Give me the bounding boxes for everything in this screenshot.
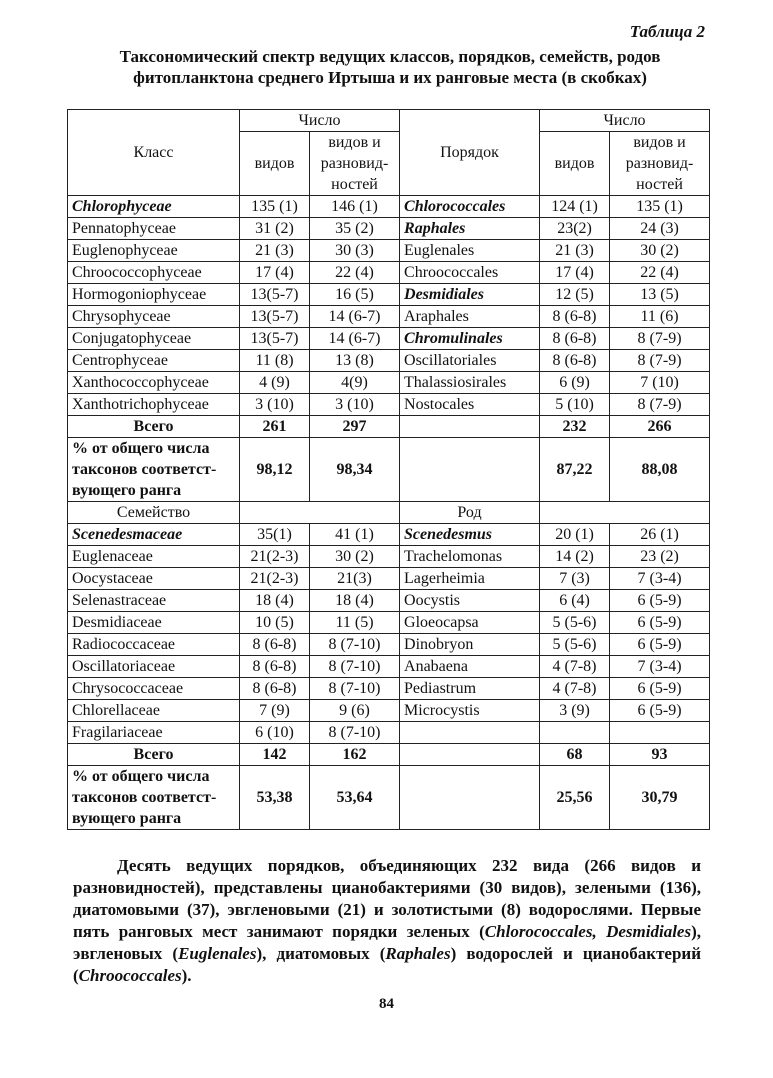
table-row xyxy=(68,524,710,546)
percent-label: % от общего числа таксонов соответст-вующего ранга xyxy=(68,438,240,502)
percent-class-species: 98,12 xyxy=(240,438,310,502)
family-species-cell: 8 (6-8) xyxy=(240,678,310,700)
class-name-cell: Pennatophyceae xyxy=(68,218,240,240)
header-species-varieties-right: видов и разновид-ностей xyxy=(610,132,710,196)
genus-name-cell: Lagerheimia xyxy=(400,568,540,590)
table-row xyxy=(68,328,710,350)
order-name-cell: Oscillatoriales xyxy=(400,350,540,372)
class-name-cell: Hormogoniophyceae xyxy=(68,284,240,306)
genus-name-cell: Trachelomonas xyxy=(400,546,540,568)
class-name-cell: Chlorophyceae xyxy=(68,196,240,218)
table-row xyxy=(68,284,710,306)
order-species-cell: 12 (5) xyxy=(540,284,610,306)
family-varieties-cell: 21(3) xyxy=(310,568,400,590)
header-class: Класс xyxy=(68,110,240,196)
paragraph-italic: Chroococcales xyxy=(78,966,182,985)
percent-row xyxy=(68,766,710,830)
header-species-right: видов xyxy=(540,132,610,196)
genus-varieties-cell: 7 (3-4) xyxy=(610,656,710,678)
genus-varieties-cell xyxy=(610,722,710,744)
percent-order-species: 87,22 xyxy=(540,438,610,502)
class-varieties-cell: 22 (4) xyxy=(310,262,400,284)
total-family-varieties: 162 xyxy=(310,744,400,766)
family-species-cell: 8 (6-8) xyxy=(240,634,310,656)
class-species-cell: 21 (3) xyxy=(240,240,310,262)
class-varieties-cell: 35 (2) xyxy=(310,218,400,240)
order-varieties-cell: 13 (5) xyxy=(610,284,710,306)
class-species-cell: 3 (10) xyxy=(240,394,310,416)
paragraph-text: ). xyxy=(181,966,192,985)
family-varieties-cell: 41 (1) xyxy=(310,524,400,546)
order-varieties-cell: 22 (4) xyxy=(610,262,710,284)
order-name-cell: Thalassiosirales xyxy=(400,372,540,394)
order-species-cell: 8 (6-8) xyxy=(540,328,610,350)
table-row xyxy=(68,700,710,722)
table-row xyxy=(68,634,710,656)
class-name-cell: Chrysophyceae xyxy=(68,306,240,328)
order-varieties-cell: 7 (10) xyxy=(610,372,710,394)
table-row xyxy=(68,372,710,394)
order-name-cell: Chromulinales xyxy=(400,328,540,350)
paragraph-text: ), диатомовых ( xyxy=(256,944,386,963)
class-species-cell: 17 (4) xyxy=(240,262,310,284)
genus-species-cell: 20 (1) xyxy=(540,524,610,546)
order-name-cell: Araphales xyxy=(400,306,540,328)
class-varieties-cell: 30 (3) xyxy=(310,240,400,262)
percent-row xyxy=(68,438,710,502)
family-species-cell: 7 (9) xyxy=(240,700,310,722)
class-varieties-cell: 146 (1) xyxy=(310,196,400,218)
paragraph-text: ) водорослей и цианобактерий ( xyxy=(73,944,702,985)
family-name-cell: Desmidiaceae xyxy=(68,612,240,634)
header-species-left: видов xyxy=(240,132,310,196)
table-row xyxy=(68,240,710,262)
genus-varieties-cell: 6 (5-9) xyxy=(610,612,710,634)
genus-species-cell: 3 (9) xyxy=(540,700,610,722)
family-varieties-cell: 8 (7-10) xyxy=(310,678,400,700)
genus-species-cell: 7 (3) xyxy=(540,568,610,590)
empty-cell xyxy=(400,766,540,830)
total-class-species: 261 xyxy=(240,416,310,438)
family-name-cell: Selenastraceae xyxy=(68,590,240,612)
class-name-cell: Chroococcophyceae xyxy=(68,262,240,284)
percent-label: % от общего числа таксонов соответст-вующего ранга xyxy=(68,766,240,830)
order-varieties-cell: 8 (7-9) xyxy=(610,350,710,372)
genus-species-cell: 14 (2) xyxy=(540,546,610,568)
genus-varieties-cell: 6 (5-9) xyxy=(610,590,710,612)
total-label: Всего xyxy=(68,416,240,438)
table-row xyxy=(68,568,710,590)
empty-cell xyxy=(400,744,540,766)
order-name-cell: Raphales xyxy=(400,218,540,240)
class-varieties-cell: 4(9) xyxy=(310,372,400,394)
class-name-cell: Centrophyceae xyxy=(68,350,240,372)
table-row xyxy=(68,590,710,612)
header-genus: Род xyxy=(400,502,540,524)
class-species-cell: 13(5-7) xyxy=(240,328,310,350)
family-name-cell: Chlorellaceae xyxy=(68,700,240,722)
total-row xyxy=(68,744,710,766)
class-species-cell: 13(5-7) xyxy=(240,284,310,306)
family-varieties-cell: 9 (6) xyxy=(310,700,400,722)
order-varieties-cell: 11 (6) xyxy=(610,306,710,328)
empty-cell xyxy=(240,502,400,524)
genus-varieties-cell: 23 (2) xyxy=(610,546,710,568)
paragraph-italic: Raphales xyxy=(385,944,451,963)
order-varieties-cell: 8 (7-9) xyxy=(610,328,710,350)
order-varieties-cell: 8 (7-9) xyxy=(610,394,710,416)
page-number: 84 xyxy=(379,996,394,1012)
taxonomy-table xyxy=(67,109,710,830)
empty-cell xyxy=(400,438,540,502)
family-name-cell: Scenedesmaceae xyxy=(68,524,240,546)
order-species-cell: 8 (6-8) xyxy=(540,306,610,328)
genus-name-cell: Dinobryon xyxy=(400,634,540,656)
table-row xyxy=(68,612,710,634)
table-row xyxy=(68,678,710,700)
family-name-cell: Oscillatoriaceae xyxy=(68,656,240,678)
paragraph-italic: Chlorococcales, Desmidiales xyxy=(484,922,692,941)
total-class-varieties: 297 xyxy=(310,416,400,438)
class-varieties-cell: 13 (8) xyxy=(310,350,400,372)
family-varieties-cell: 8 (7-10) xyxy=(310,722,400,744)
family-species-cell: 21(2-3) xyxy=(240,546,310,568)
family-species-cell: 35(1) xyxy=(240,524,310,546)
order-species-cell: 124 (1) xyxy=(540,196,610,218)
order-species-cell: 23(2) xyxy=(540,218,610,240)
genus-species-cell: 4 (7-8) xyxy=(540,656,610,678)
order-name-cell: Nostocales xyxy=(400,394,540,416)
class-species-cell: 13(5-7) xyxy=(240,306,310,328)
class-species-cell: 4 (9) xyxy=(240,372,310,394)
class-species-cell: 11 (8) xyxy=(240,350,310,372)
order-varieties-cell: 24 (3) xyxy=(610,218,710,240)
family-varieties-cell: 8 (7-10) xyxy=(310,656,400,678)
genus-species-cell: 5 (5-6) xyxy=(540,612,610,634)
table-row xyxy=(68,196,710,218)
family-name-cell: Chrysococcaceae xyxy=(68,678,240,700)
total-family-species: 142 xyxy=(240,744,310,766)
class-species-cell: 31 (2) xyxy=(240,218,310,240)
genus-varieties-cell: 6 (5-9) xyxy=(610,700,710,722)
header-family: Семейство xyxy=(68,502,240,524)
class-name-cell: Conjugatophyceae xyxy=(68,328,240,350)
order-varieties-cell: 135 (1) xyxy=(610,196,710,218)
genus-species-cell xyxy=(540,722,610,744)
body-paragraph xyxy=(73,855,701,987)
total-genus-varieties: 93 xyxy=(610,744,710,766)
header-species-varieties-left: видов и разновид-ностей xyxy=(310,132,400,196)
total-order-varieties: 266 xyxy=(610,416,710,438)
class-varieties-cell: 3 (10) xyxy=(310,394,400,416)
order-name-cell: Chroococcales xyxy=(400,262,540,284)
section-header-row xyxy=(68,502,710,524)
family-species-cell: 21(2-3) xyxy=(240,568,310,590)
paragraph-italic: Euglenales xyxy=(178,944,257,963)
empty-cell xyxy=(400,416,540,438)
percent-genus-varieties: 30,79 xyxy=(610,766,710,830)
family-varieties-cell: 30 (2) xyxy=(310,546,400,568)
order-varieties-cell: 30 (2) xyxy=(610,240,710,262)
genus-name-cell xyxy=(400,722,540,744)
family-species-cell: 6 (10) xyxy=(240,722,310,744)
table-row xyxy=(68,546,710,568)
percent-family-varieties: 53,64 xyxy=(310,766,400,830)
family-varieties-cell: 8 (7-10) xyxy=(310,634,400,656)
table-row xyxy=(68,394,710,416)
order-name-cell: Chlorococcales xyxy=(400,196,540,218)
genus-varieties-cell: 6 (5-9) xyxy=(610,634,710,656)
table-row xyxy=(68,350,710,372)
total-label: Всего xyxy=(68,744,240,766)
percent-class-varieties: 98,34 xyxy=(310,438,400,502)
paragraph-text: Десять ведущих порядков, объединяющих 232 вида (266 видов и разновидностей), представлены цианобактериями (30 видов), зелеными (136), диатомовыми (37), эвгленовыми (21) и золотистыми (8) водорослями. Первые пять ранговых мест занимают порядки зеленых ( xyxy=(73,856,701,941)
class-species-cell: 135 (1) xyxy=(240,196,310,218)
paragraph-text: ), эвгленовых ( xyxy=(73,922,701,963)
order-species-cell: 8 (6-8) xyxy=(540,350,610,372)
class-varieties-cell: 14 (6-7) xyxy=(310,328,400,350)
genus-species-cell: 5 (5-6) xyxy=(540,634,610,656)
table-number: Таблица 2 xyxy=(629,22,705,41)
order-name-cell: Desmidiales xyxy=(400,284,540,306)
table-row xyxy=(68,722,710,744)
genus-name-cell: Scenedesmus xyxy=(400,524,540,546)
empty-cell xyxy=(540,502,710,524)
family-name-cell: Oocystaceae xyxy=(68,568,240,590)
family-varieties-cell: 11 (5) xyxy=(310,612,400,634)
class-name-cell: Xanthotrichophyceae xyxy=(68,394,240,416)
class-name-cell: Xanthococcophyceae xyxy=(68,372,240,394)
table-row xyxy=(68,306,710,328)
family-species-cell: 8 (6-8) xyxy=(240,656,310,678)
order-species-cell: 6 (9) xyxy=(540,372,610,394)
header-order: Порядок xyxy=(400,110,540,196)
class-varieties-cell: 16 (5) xyxy=(310,284,400,306)
class-name-cell: Euglenophyceae xyxy=(68,240,240,262)
table-row xyxy=(68,218,710,240)
table-caption: Таксономический спектр ведущих классов, порядков, семейств, родов фитопланктона среднего Иртыша и их ранговые места (в скобках) xyxy=(119,47,661,87)
order-name-cell: Euglenales xyxy=(400,240,540,262)
genus-varieties-cell: 26 (1) xyxy=(610,524,710,546)
family-name-cell: Fragilariaceae xyxy=(68,722,240,744)
genus-species-cell: 4 (7-8) xyxy=(540,678,610,700)
genus-species-cell: 6 (4) xyxy=(540,590,610,612)
genus-name-cell: Anabaena xyxy=(400,656,540,678)
family-varieties-cell: 18 (4) xyxy=(310,590,400,612)
header-count-left: Число xyxy=(240,110,400,132)
genus-varieties-cell: 7 (3-4) xyxy=(610,568,710,590)
family-species-cell: 10 (5) xyxy=(240,612,310,634)
family-name-cell: Radiococcaceae xyxy=(68,634,240,656)
class-varieties-cell: 14 (6-7) xyxy=(310,306,400,328)
genus-name-cell: Pediastrum xyxy=(400,678,540,700)
order-species-cell: 17 (4) xyxy=(540,262,610,284)
percent-genus-species: 25,56 xyxy=(540,766,610,830)
total-genus-species: 68 xyxy=(540,744,610,766)
percent-family-species: 53,38 xyxy=(240,766,310,830)
genus-varieties-cell: 6 (5-9) xyxy=(610,678,710,700)
genus-name-cell: Oocystis xyxy=(400,590,540,612)
table-row xyxy=(68,262,710,284)
family-name-cell: Euglenaceae xyxy=(68,546,240,568)
order-species-cell: 5 (10) xyxy=(540,394,610,416)
order-species-cell: 21 (3) xyxy=(540,240,610,262)
genus-name-cell: Gloeocapsa xyxy=(400,612,540,634)
total-order-species: 232 xyxy=(540,416,610,438)
total-row xyxy=(68,416,710,438)
percent-order-varieties: 88,08 xyxy=(610,438,710,502)
header-count-right: Число xyxy=(540,110,710,132)
family-species-cell: 18 (4) xyxy=(240,590,310,612)
table-row xyxy=(68,656,710,678)
genus-name-cell: Microcystis xyxy=(400,700,540,722)
